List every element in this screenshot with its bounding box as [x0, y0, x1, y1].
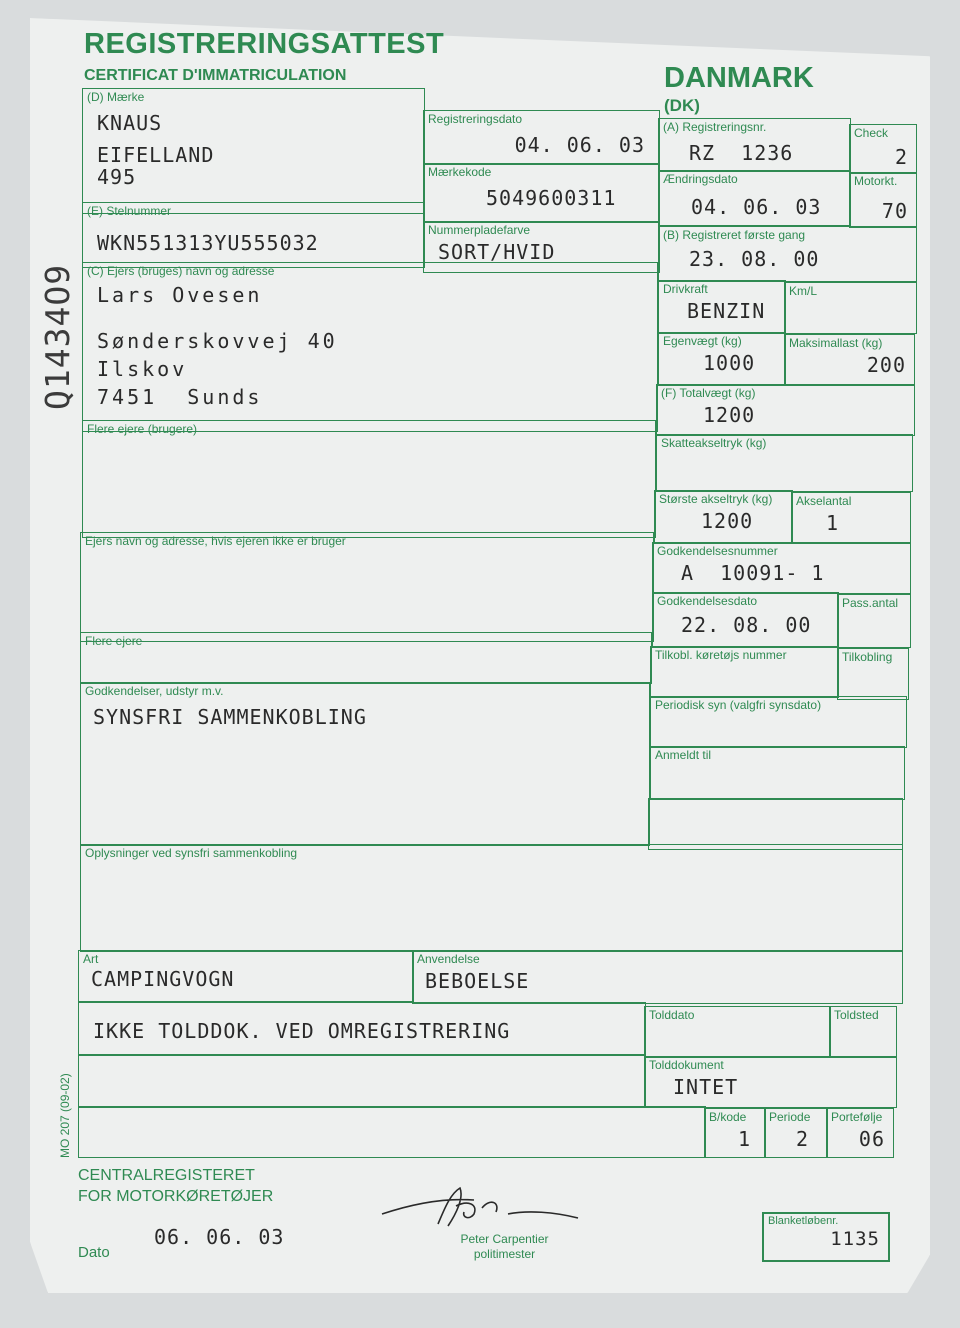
bkode-label: B/kode — [709, 1110, 747, 1124]
field-art — [78, 950, 414, 1002]
totalvaegt-value: 1200 — [703, 403, 756, 427]
field-flere-ejere-brugere — [82, 420, 656, 538]
field-totalvaegt — [656, 384, 915, 436]
ejer-postal: 7451 Sunds — [97, 385, 263, 409]
field-flere-ejere — [80, 632, 652, 684]
blanket-value: 1135 — [830, 1228, 880, 1250]
motorkt-value: 70 — [881, 199, 908, 223]
field-kml — [784, 282, 917, 334]
registreringsnr-value: RZ 1236 — [689, 141, 794, 165]
registreret-foerste-value: 23. 08. 00 — [689, 247, 820, 271]
bemaerkning-value: IKKE TOLDDOK. VED OMREGISTRERING — [93, 1019, 511, 1043]
field-registreringsnr — [658, 118, 851, 172]
maksimallast-label: Maksimallast (kg) — [789, 336, 883, 350]
aendringsdato-value: 04. 06. 03 — [691, 195, 822, 219]
field-periode — [764, 1108, 828, 1158]
signature-graphic — [378, 1184, 588, 1236]
document-subtitle: CERTIFICAT D'IMMATRICULATION — [84, 67, 347, 84]
flere-ejere-label: Flere ejere — [85, 634, 143, 648]
field-bkode — [704, 1108, 766, 1158]
blanket-label: Blanketløbenr. — [768, 1215, 839, 1227]
tolddato-label: Tolddato — [649, 1008, 695, 1022]
ejer-label: (C) Ejers (bruges) navn og adresse — [87, 264, 275, 278]
document-title: REGISTRERINGSATTEST — [84, 28, 445, 60]
field-stelnummer — [82, 202, 425, 268]
field-ejer — [82, 262, 658, 432]
motorkt-label: Motorkt. — [854, 174, 898, 188]
godkendelsesdato-label: Godkendelsesdato — [657, 594, 758, 608]
kml-label: Km/L — [789, 284, 818, 298]
field-ejers-navn-ikke-bruger — [80, 532, 654, 642]
field-stoerste-akseltryk — [654, 490, 793, 544]
serial-number: Q1434O9 — [38, 263, 77, 410]
anvendelse-value: BEBOELSE — [425, 969, 530, 993]
check-value: 2 — [894, 145, 908, 169]
field-check — [849, 124, 917, 174]
egenvaegt-value: 1000 — [703, 351, 756, 375]
field-registreret-foerste — [658, 226, 917, 282]
field-oplysninger — [80, 844, 903, 952]
signer — [437, 1232, 572, 1262]
field-skatteakseltryk — [656, 434, 913, 492]
issue-date-value: 06. 06. 03 — [154, 1225, 285, 1249]
field-godkendelsesdato — [652, 592, 839, 648]
field-maksimallast — [784, 334, 915, 386]
country-name: DANMARK — [664, 62, 814, 94]
field-tilkobl-nummer — [650, 646, 839, 698]
field-godkendelser — [80, 682, 650, 846]
portefolje-label: Portefølje — [831, 1110, 883, 1124]
field-godkendelsesnummer — [652, 542, 911, 594]
field-drivkraft — [658, 280, 786, 334]
oplysninger-label: Oplysninger ved synsfri sammenkobling — [85, 846, 298, 860]
periodisk-syn-label: Periodisk syn (valgfri synsdato) — [655, 698, 822, 712]
field-registreringsdato — [423, 110, 660, 165]
godkendelser-value: SYNSFRI SAMMENKOBLING — [93, 705, 367, 729]
godkendelsesdato-value: 22. 08. 00 — [681, 613, 812, 637]
issue-date-label: Dato — [78, 1244, 110, 1261]
ejer-street: Sønderskovvej 40 — [97, 329, 338, 353]
country-code: (DK) — [664, 96, 700, 115]
maerke-line-2: EIFELLAND — [97, 143, 215, 167]
field-tolddato — [644, 1006, 831, 1058]
maerkekode-label: Mærkekode — [428, 165, 492, 179]
field-tolddokument — [644, 1056, 897, 1108]
nummerpladefarve-label: Nummerpladefarve — [428, 223, 531, 237]
signer-title: politimester — [473, 1247, 536, 1261]
art-value: CAMPINGVOGN — [91, 967, 235, 991]
maksimallast-value: 200 — [866, 353, 906, 377]
flere-ejere-brugere-label: Flere ejere (brugere) — [87, 422, 198, 436]
godkendelsesnummer-label: Godkendelsesnummer — [657, 544, 778, 558]
akselantal-label: Akselantal — [796, 494, 852, 508]
anmeldt-til-label: Anmeldt til — [655, 748, 712, 762]
central-register — [78, 1165, 273, 1207]
field-empty-bottom — [78, 1106, 706, 1158]
toldsted-label: Toldsted — [834, 1008, 879, 1022]
stoerste-akseltryk-label: Største akseltryk (kg) — [659, 492, 773, 506]
tolddokument-value: INTET — [673, 1075, 739, 1099]
field-motorkt — [849, 172, 917, 228]
field-portefolje — [826, 1108, 894, 1158]
registreringsdato-value: 04. 06. 03 — [514, 133, 645, 157]
field-anmeldt-til-extra — [648, 798, 903, 850]
field-bemaerkning — [78, 1002, 646, 1056]
field-empty-row — [78, 1054, 646, 1108]
aendringsdato-label: Ændringsdato — [663, 172, 738, 186]
periode-label: Periode — [769, 1110, 811, 1124]
ejers-navn-ikke-bruger-label: Ejers navn og adresse, hvis ejeren ikke er bruger — [85, 534, 346, 548]
field-maerkekode — [423, 163, 660, 223]
skatteakseltryk-label: Skatteakseltryk (kg) — [661, 436, 767, 450]
godkendelser-label: Godkendelser, udstyr m.v. — [85, 684, 224, 698]
field-pass-antal — [837, 594, 911, 648]
central-line-2: FOR MOTORKØRETØJER — [78, 1188, 274, 1205]
bkode-value: 1 — [737, 1127, 751, 1151]
field-anmeldt-til — [650, 746, 905, 800]
field-maerke — [82, 88, 425, 214]
blanket-box — [762, 1212, 890, 1262]
registreringsdato-label: Registreringsdato — [428, 112, 523, 126]
pass-antal-label: Pass.antal — [842, 596, 899, 610]
field-tilkobling — [837, 648, 909, 700]
egenvaegt-label: Egenvægt (kg) — [663, 334, 742, 348]
ejer-town: Ilskov — [97, 357, 188, 381]
registreret-foerste-label: (B) Registreret første gang — [663, 228, 806, 242]
maerke-line-1: KNAUS — [97, 111, 163, 135]
central-line-1: CENTRALREGISTERET — [78, 1167, 255, 1184]
field-egenvaegt — [658, 332, 786, 386]
form-number: MO 207 (09-02) — [58, 1073, 72, 1158]
drivkraft-label: Drivkraft — [663, 282, 708, 296]
signer-name: Peter Carpentier — [460, 1232, 549, 1246]
registreringsnr-label: (A) Registreringsnr. — [663, 120, 767, 134]
field-akselantal — [791, 492, 911, 544]
stoerste-akseltryk-value: 1200 — [701, 509, 754, 533]
field-periodisk-syn — [650, 696, 907, 748]
totalvaegt-label: (F) Totalvægt (kg) — [661, 386, 756, 400]
stelnummer-value: WKN551313YU555032 — [97, 231, 319, 255]
field-aendringsdato — [658, 170, 851, 226]
anvendelse-label: Anvendelse — [417, 952, 480, 966]
maerkekode-value: 5049600311 — [486, 186, 617, 210]
field-anvendelse — [412, 950, 903, 1004]
drivkraft-value: BENZIN — [687, 299, 766, 323]
tilkobl-nummer-label: Tilkobl. køretøjs nummer — [655, 648, 787, 662]
godkendelsesnummer-value: A 10091- 1 — [681, 561, 825, 585]
akselantal-value: 1 — [826, 511, 840, 535]
field-toldsted — [829, 1006, 897, 1058]
portefolje-value: 06 — [858, 1127, 885, 1151]
maerke-label: (D) Mærke — [87, 90, 145, 104]
maerke-line-3: 495 — [97, 165, 137, 189]
periode-value: 2 — [795, 1127, 809, 1151]
check-label: Check — [854, 126, 889, 140]
art-label: Art — [83, 952, 99, 966]
tilkobling-label: Tilkobling — [842, 650, 893, 664]
nummerpladefarve-value: SORT/HVID — [438, 240, 556, 264]
stelnummer-label: (E) Stelnummer — [87, 204, 172, 218]
ejer-name: Lars Ovesen — [97, 283, 263, 307]
tolddokument-label: Tolddokument — [649, 1058, 724, 1072]
